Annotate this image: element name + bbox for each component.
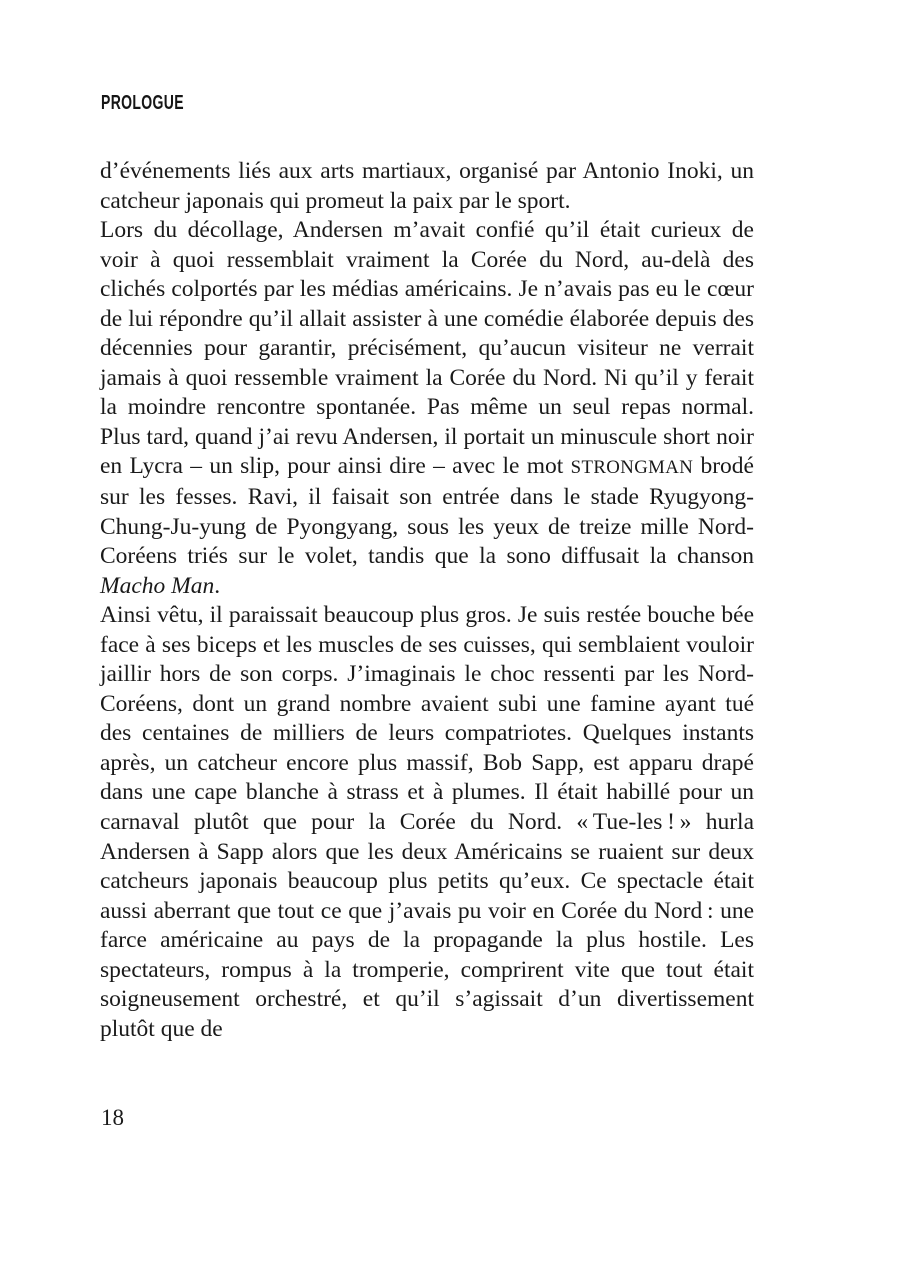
smallcaps-text: STRONGMAN (570, 457, 694, 479)
italic-text: Macho Man (100, 572, 215, 599)
running-header: PROLOGUE (101, 92, 184, 114)
text-segment: . (214, 572, 221, 599)
text-block (100, 157, 754, 1044)
text-segment: brodé sur les fesses. Ravi, il faisait son entrée dans le stade Ryugyong-Chung-Ju-yung de Pyongyang, sous les yeux de treize mille Nord-Coréens triés sur le volet, tandis que la sono diffusait la chanson (100, 453, 754, 570)
paragraph (100, 601, 754, 1044)
text-segment: d’événements liés aux arts martiaux, organisé par Antonio Inoki, un catcheur japonais qui promeut la paix par le sport. (100, 158, 754, 214)
page-number: 18 (101, 1105, 124, 1130)
paragraph (100, 157, 754, 216)
paragraph (100, 216, 754, 601)
text-segment: Ainsi vêtu, il paraissait beaucoup plus gros. Je suis restée bouche bée face à ses biceps et les muscles de ses cuisses, qui semblaient vouloir jaillir hors de son corps. J’imaginais le choc ressenti par les Nord-Coréens, dont un grand nombre avaient subi une famine ayant tué des centaines de milliers de leurs compatriotes. Quelques instants après, un catcheur encore plus massif, Bob Sapp, est apparu drapé dans une cape blanche à strass et à plumes. Il était habillé pour un carnaval plutôt que pour la Corée du Nord. « Tue-les ! » hurla Andersen à Sapp alors que les deux Américains se ruaient sur deux catcheurs japonais beaucoup plus petits qu’eux. Ce spectacle était aussi aberrant que tout ce que j’avais pu voir en Corée du Nord : une farce américaine au pays de la propagande la plus hostile. Les spectateurs, rompus à la tromperie, comprirent vite que tout était soigneusement orchestré, et qu’il s’agissait d’un divertissement plutôt que de (100, 602, 754, 1042)
text-segment: Lors du décollage, Andersen m’avait confié qu’il était curieux de voir à quoi ressemblait vraiment la Corée du Nord, au-delà des clichés colportés par les médias américains. Je n’avais pas eu le cœur de lui répondre qu’il allait assister à une comédie élaborée depuis des décennies pour garantir, précisément, qu’aucun visiteur ne verrait jamais à quoi ressemble vraiment la Corée du Nord. Ni qu’il y ferait la moindre rencontre spontanée. Pas même un seul repas normal. Plus tard, quand j’ai revu Andersen, il portait un minuscule short noir en Lycra – un slip, pour ainsi dire – avec le mot (100, 217, 754, 480)
